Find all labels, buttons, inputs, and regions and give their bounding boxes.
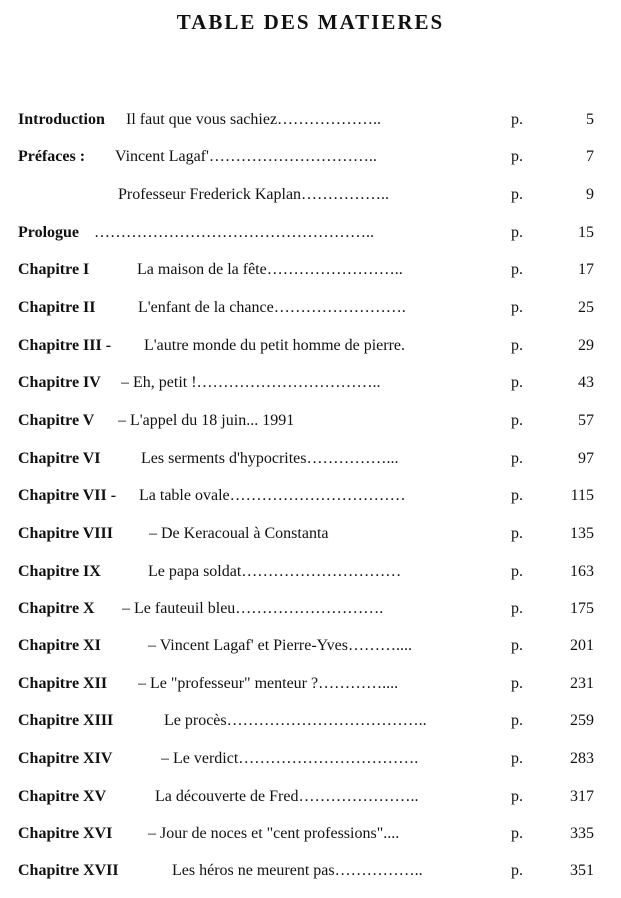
- chapter-label: Prologue: [18, 224, 80, 241]
- chapter-title: Les héros ne meurent pas……………..: [172, 862, 423, 879]
- chapter-title: – Le "professeur" menteur ?…………....: [138, 675, 399, 692]
- toc-entry: [18, 859, 598, 883]
- chapter-label: Chapitre XI: [18, 637, 101, 654]
- chapter-title: – Le fauteuil bleu……………………….: [122, 600, 384, 617]
- toc-entry: [18, 371, 598, 395]
- chapter-title: – Vincent Lagaf' et Pierre-Yves………....: [148, 637, 412, 654]
- chapter-label: Chapitre III -: [18, 337, 112, 354]
- page-number: 283: [570, 750, 594, 767]
- chapter-title: Il faut que vous sachiez………………..: [126, 111, 382, 128]
- chapter-title: Vincent Lagaf'…………………………..: [115, 148, 377, 165]
- page-number: 201: [570, 637, 594, 654]
- toc-entry: [18, 672, 598, 696]
- chapter-title: La table ovale……………………………: [139, 487, 406, 504]
- page-abbrev: p.: [511, 299, 523, 316]
- page-number: 135: [570, 525, 594, 542]
- toc-entry: [18, 522, 598, 546]
- page-number: 57: [578, 412, 594, 429]
- page-abbrev: p.: [511, 374, 523, 391]
- toc-entry: [18, 560, 598, 584]
- chapter-label: Chapitre I: [18, 261, 90, 278]
- chapter-title: – Le verdict…………………………….: [161, 750, 419, 767]
- page-number: 9: [586, 186, 594, 203]
- toc-entry: [18, 258, 598, 282]
- chapter-title: Les serments d'hypocrites……………...: [141, 450, 399, 467]
- page-abbrev: p.: [511, 261, 523, 278]
- page-title: TABLE DES MATIERES: [176, 10, 445, 34]
- chapter-label: Chapitre IV: [18, 374, 101, 391]
- page-number: 43: [578, 374, 594, 391]
- page-abbrev: p.: [511, 525, 523, 542]
- page-abbrev: p.: [511, 750, 523, 767]
- chapter-title: L'enfant de la chance…………………….: [138, 299, 406, 316]
- toc-entry: [18, 822, 598, 846]
- chapter-title: – Jour de noces et "cent professions"....: [148, 825, 400, 842]
- toc-entry: [18, 597, 598, 621]
- chapter-label: Chapitre X: [18, 600, 95, 617]
- page-number: 97: [578, 450, 594, 467]
- chapter-title: La découverte de Fred…………………..: [155, 788, 419, 805]
- toc-entry: [18, 709, 598, 733]
- chapter-label: Chapitre XIII: [18, 712, 114, 729]
- chapter-title: ……………………………………………..: [94, 224, 374, 241]
- chapter-label: Préfaces :: [18, 148, 86, 165]
- toc-entry: [18, 747, 598, 771]
- page-abbrev: p.: [511, 712, 523, 729]
- chapter-title: – De Keracoual à Constanta: [149, 525, 329, 542]
- chapter-label: Chapitre XV: [18, 788, 107, 805]
- chapter-label: Chapitre VII -: [18, 487, 117, 504]
- chapter-label: Chapitre XII: [18, 675, 108, 692]
- toc-entry: [18, 447, 598, 471]
- page-number: 351: [570, 862, 594, 879]
- page-abbrev: p.: [511, 450, 523, 467]
- page-number: 15: [578, 224, 594, 241]
- page-number: 7: [586, 148, 594, 165]
- page-abbrev: p.: [511, 186, 523, 203]
- toc-entry: [18, 484, 598, 508]
- toc-entry: [18, 183, 598, 207]
- chapter-label: Introduction: [18, 111, 105, 128]
- chapter-title: La maison de la fête……………………..: [137, 261, 403, 278]
- page-abbrev: p.: [511, 224, 523, 241]
- page-abbrev: p.: [511, 148, 523, 165]
- chapter-label: Chapitre II: [18, 299, 96, 316]
- page-abbrev: p.: [511, 337, 523, 354]
- page-number: 175: [570, 600, 594, 617]
- toc-entry: [18, 296, 598, 320]
- page-abbrev: p.: [511, 675, 523, 692]
- chapter-label: Chapitre XVII: [18, 862, 119, 879]
- page-abbrev: p.: [511, 412, 523, 429]
- toc-entry: [18, 145, 598, 169]
- chapter-title: Le procès………………………………..: [164, 712, 427, 729]
- chapter-title: – Eh, petit !……………………………..: [121, 374, 381, 391]
- page-abbrev: p.: [511, 825, 523, 842]
- chapter-label: Chapitre V: [18, 412, 95, 429]
- page-abbrev: p.: [511, 111, 523, 128]
- toc-entry: [18, 785, 598, 809]
- chapter-title: – L'appel du 18 juin... 1991: [118, 412, 295, 429]
- page-number: 115: [570, 487, 594, 504]
- page-abbrev: p.: [511, 563, 523, 580]
- chapter-label: Chapitre VI: [18, 450, 101, 467]
- page-abbrev: p.: [511, 862, 523, 879]
- page-number: 335: [570, 825, 594, 842]
- page-number: 163: [570, 563, 594, 580]
- chapter-title: Professeur Frederick Kaplan……………..: [118, 186, 390, 203]
- page-number: 231: [570, 675, 594, 692]
- chapter-label: Chapitre IX: [18, 563, 101, 580]
- page-number: 5: [586, 111, 594, 128]
- chapter-title: Le papa soldat…………………………: [148, 563, 402, 580]
- toc-entry: [18, 334, 598, 358]
- toc-entry: [18, 409, 598, 433]
- page-number: 17: [578, 261, 594, 278]
- toc-entry: [18, 634, 598, 658]
- page-number: 25: [578, 299, 594, 316]
- page-number: 259: [570, 712, 594, 729]
- chapter-label: Chapitre VIII: [18, 525, 113, 542]
- page-number: 317: [570, 788, 594, 805]
- chapter-label: Chapitre XIV: [18, 750, 113, 767]
- page-abbrev: p.: [511, 788, 523, 805]
- toc-entry: [18, 221, 598, 245]
- page-number: 29: [578, 337, 594, 354]
- chapter-title: L'autre monde du petit homme de pierre.: [144, 337, 406, 354]
- page-abbrev: p.: [511, 487, 523, 504]
- chapter-label: Chapitre XVI: [18, 825, 113, 842]
- page-abbrev: p.: [511, 637, 523, 654]
- toc-entry: [18, 108, 598, 132]
- page-abbrev: p.: [511, 600, 523, 617]
